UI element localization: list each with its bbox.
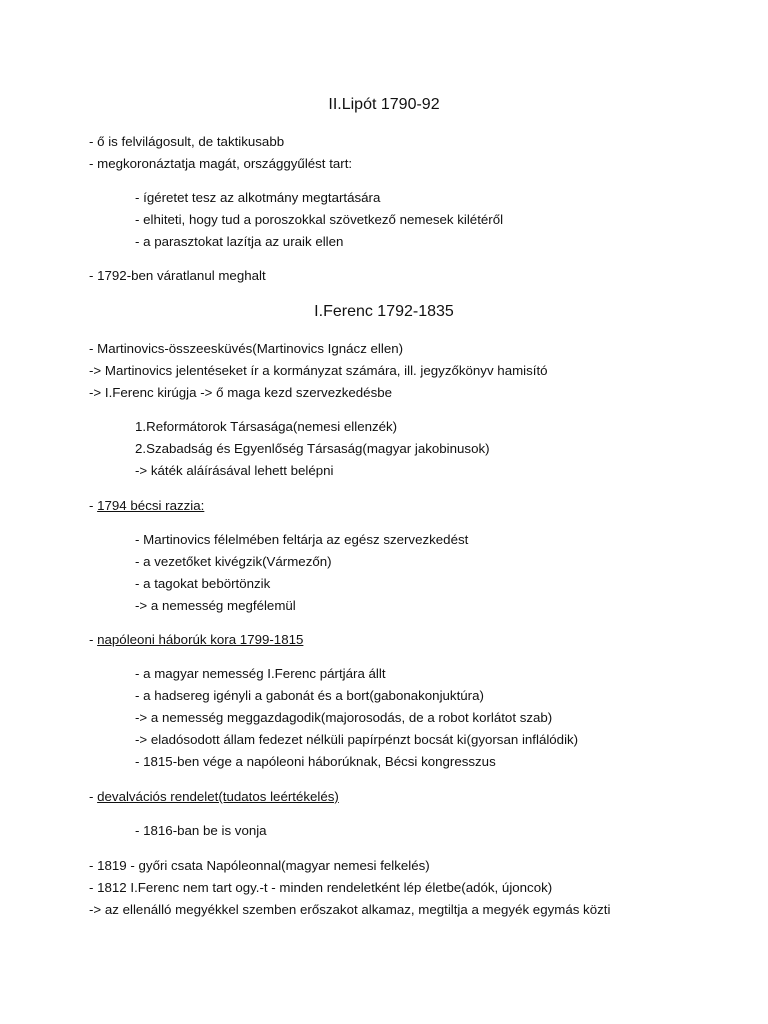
text-line: -> a nemesség meggazdagodik(majorosodás, de a robot korlátot szab) (135, 710, 553, 725)
text-line: -> eladósodott állam fedezet nélküli papírpénzt bocsát ki(gyorsan inflálódik) (135, 732, 579, 747)
text-line: - Martinovics-összeesküvés(Martinovics Ignácz ellen) (89, 341, 404, 356)
text-line: - 1815-ben vége a napóleoni háborúknak, Bécsi kongresszus (135, 754, 496, 769)
heading-line (89, 631, 303, 649)
text-line: -> a nemesség megfélemül (135, 598, 296, 613)
text-line: - a parasztokat lazítja az uraik ellen (135, 234, 344, 249)
text-line: - a magyar nemesség I.Ferenc pártjára állt (135, 666, 386, 681)
underlined-heading: napóleoni háborúk kora 1799-1815 (97, 632, 304, 647)
text-line: -> I.Ferenc kirúgja -> ő maga kezd szervezkedésbe (89, 385, 393, 400)
text-line: -> Martinovics jelentéseket ír a kormányzat számára, ill. jegyzőkönyv hamisító (89, 363, 548, 378)
text-line: - 1792-ben váratlanul meghalt (89, 268, 266, 283)
text-line: - elhiteti, hogy tud a poroszokkal szövetkező nemesek kilétéről (135, 212, 504, 227)
text-line: 1.Reformátorok Társasága(nemesi ellenzék) (135, 419, 398, 434)
heading-line (89, 788, 339, 806)
text-line: - ígéretet tesz az alkotmány megtartására (135, 190, 381, 205)
text-line: -> az ellenálló megyékkel szemben erőszakot alkamaz, megtiltja a megyék egymás közti (89, 902, 611, 917)
underlined-heading: 1794 bécsi razzia: (97, 498, 205, 513)
text-line: - 1816-ban be is vonja (135, 823, 267, 838)
text-line: - megkoronáztatja magát, országgyűlést tart: (89, 156, 353, 171)
heading-line (89, 497, 204, 515)
text-line: - a tagokat bebörtönzik (135, 576, 271, 591)
section-title-leopold: II.Lipót 1790-92 (328, 96, 440, 113)
text-line: - a hadsereg igényli a gabonát és a bort(gabonakonjuktúra) (135, 688, 484, 703)
text-line: - Martinovics félelmében feltárja az egész szervezkedést (135, 532, 469, 547)
text-line: -> káték aláírásával lehett belépni (135, 463, 334, 478)
section-title-ferenc: I.Ferenc 1792-1835 (314, 303, 454, 320)
text-line: - 1812 I.Ferenc nem tart ogy.-t - minden rendeletként lép életbe(adók, újoncok) (89, 880, 553, 895)
text-line: 2.Szabadság és Egyenlőség Társaság(magyar jakobinusok) (135, 441, 490, 456)
bullet-dash: - (89, 789, 98, 804)
text-line: - 1819 - győri csata Napóleonnal(magyar nemesi felkelés) (89, 858, 430, 873)
text-line: - a vezetőket kivégzik(Vármezőn) (135, 554, 332, 569)
bullet-dash: - (89, 498, 98, 513)
underlined-heading: devalvációs rendelet(tudatos leértékelés) (97, 789, 339, 804)
text-line: - ő is felvilágosult, de taktikusabb (89, 134, 285, 149)
bullet-dash: - (89, 632, 98, 647)
